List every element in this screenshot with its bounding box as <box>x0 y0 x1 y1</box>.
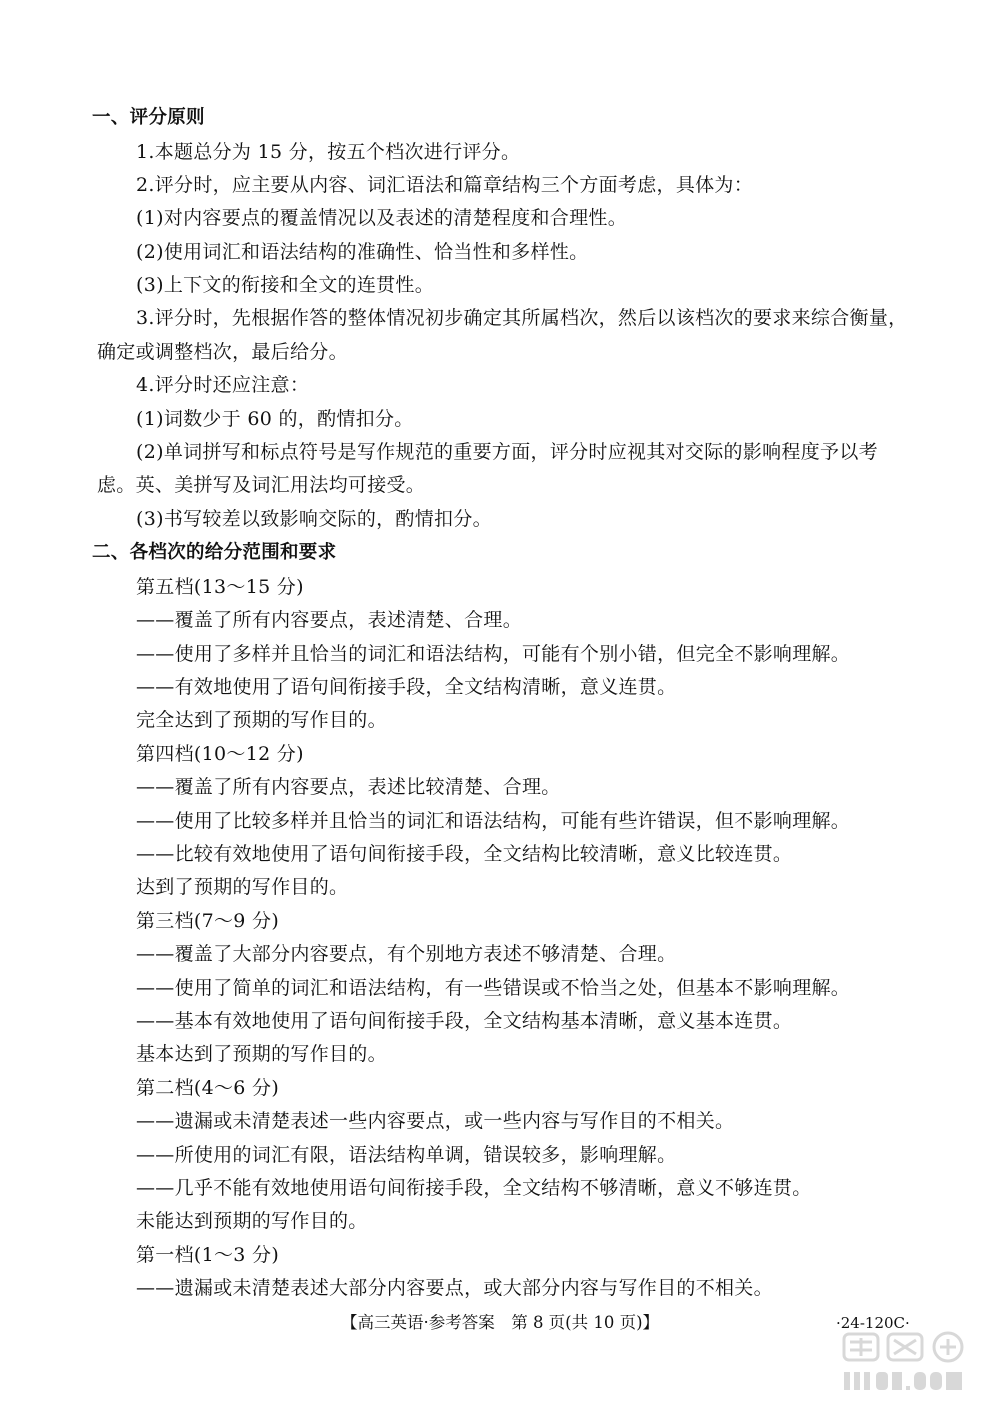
band-1-criterion-1: ——遗漏或未清楚表述大部分内容要点，或大部分内容与写作目的不相关。 <box>136 1277 773 1299</box>
watermark-logo-mark <box>844 1333 962 1361</box>
band-3-criterion-1: ——覆盖了大部分内容要点，有个别地方表述不够清楚、合理。 <box>136 943 677 965</box>
principle-4-item-1: (1)词数少于 60 的，酌情扣分。 <box>136 408 414 430</box>
band-1-title: 第一档(1～3 分) <box>136 1244 280 1266</box>
band-4-criterion-2: ——使用了比较多样并且恰当的词汇和语法结构，可能有些许错误，但不影响理解。 <box>136 810 851 832</box>
band-5-criterion-1: ——覆盖了所有内容要点，表述清楚、合理。 <box>136 609 523 631</box>
band-3-criterion-3: ——基本有效地使用了语句间衔接手段，全文结构基本清晰，意义基本连贯。 <box>136 1010 793 1032</box>
principle-4-item-3: (3)书写较差以致影响交际的，酌情扣分。 <box>136 508 492 530</box>
band-5-criterion-2: ——使用了多样并且恰当的词汇和语法结构，可能有个别小错，但完全不影响理解。 <box>136 643 851 665</box>
band-3-title: 第三档(7～9 分) <box>136 910 280 932</box>
band-5-criterion-3: ——有效地使用了语句间衔接手段，全文结构清晰，意义连贯。 <box>136 676 677 698</box>
document-code: ·24-120C· <box>836 1314 910 1332</box>
band-3-criterion-2: ——使用了简单的词汇和语法结构，有一些错误或不恰当之处，但基本不影响理解。 <box>136 977 851 999</box>
band-2-summary: 未能达到预期的写作目的。 <box>136 1210 368 1232</box>
principle-2-item-2: (2)使用词汇和语法结构的准确性、恰当性和多样性。 <box>136 241 589 263</box>
section-heading-grade-bands: 二、各档次的给分范围和要求 <box>92 542 337 563</box>
principle-2: 2.评分时，应主要从内容、词汇语法和篇章结构三个方面考虑，具体为： <box>136 174 754 196</box>
principle-1: 1.本题总分为 15 分，按五个档次进行评分。 <box>136 141 521 163</box>
principle-4: 4.评分时还应注意： <box>136 374 310 396</box>
band-5-title: 第五档(13～15 分) <box>136 576 304 598</box>
watermark-url-mark <box>844 1372 962 1390</box>
band-2-criterion-3: ——几乎不能有效地使用语句间衔接手段，全文结构不够清晰，意义不够连贯。 <box>136 1177 812 1199</box>
page-footer: 【高三英语·参考答案 第 8 页(共 10 页)】 <box>340 1313 660 1332</box>
band-2-criterion-1: ——遗漏或未清楚表述一些内容要点，或一些内容与写作目的不相关。 <box>136 1110 735 1132</box>
principle-4-item-2: (2)单词拼写和标点符号是写作规范的重要方面，评分时应视其对交际的影响程度予以考 <box>136 441 878 463</box>
principle-4-item-2-continued: 虑。英、美拼写及词汇用法均可接受。 <box>97 474 426 496</box>
principle-3: 3.评分时，先根据作答的整体情况初步确定其所属档次，然后以该档次的要求来综合衡量， <box>136 307 908 329</box>
band-4-criterion-1: ——覆盖了所有内容要点，表述比较清楚、合理。 <box>136 776 561 798</box>
principle-3-continued: 确定或调整档次，最后给分。 <box>97 341 348 363</box>
band-3-summary: 基本达到了预期的写作目的。 <box>136 1043 387 1065</box>
principle-2-item-1: (1)对内容要点的覆盖情况以及表述的清楚程度和合理性。 <box>136 207 628 229</box>
section-heading-principles: 一、评分原则 <box>92 107 205 128</box>
band-4-criterion-3: ——比较有效地使用了语句间衔接手段，全文结构比较清晰，意义比较连贯。 <box>136 843 793 865</box>
band-2-criterion-2: ——所使用的词汇有限，语法结构单调，错误较多，影响理解。 <box>136 1144 677 1166</box>
band-2-title: 第二档(4～6 分) <box>136 1077 280 1099</box>
principle-2-item-3: (3)上下文的衔接和全文的连贯性。 <box>136 274 435 296</box>
band-4-title: 第四档(10～12 分) <box>136 743 304 765</box>
band-5-summary: 完全达到了预期的写作目的。 <box>136 709 387 731</box>
band-4-summary: 达到了预期的写作目的。 <box>136 876 349 898</box>
watermark-logo <box>836 1328 986 1398</box>
